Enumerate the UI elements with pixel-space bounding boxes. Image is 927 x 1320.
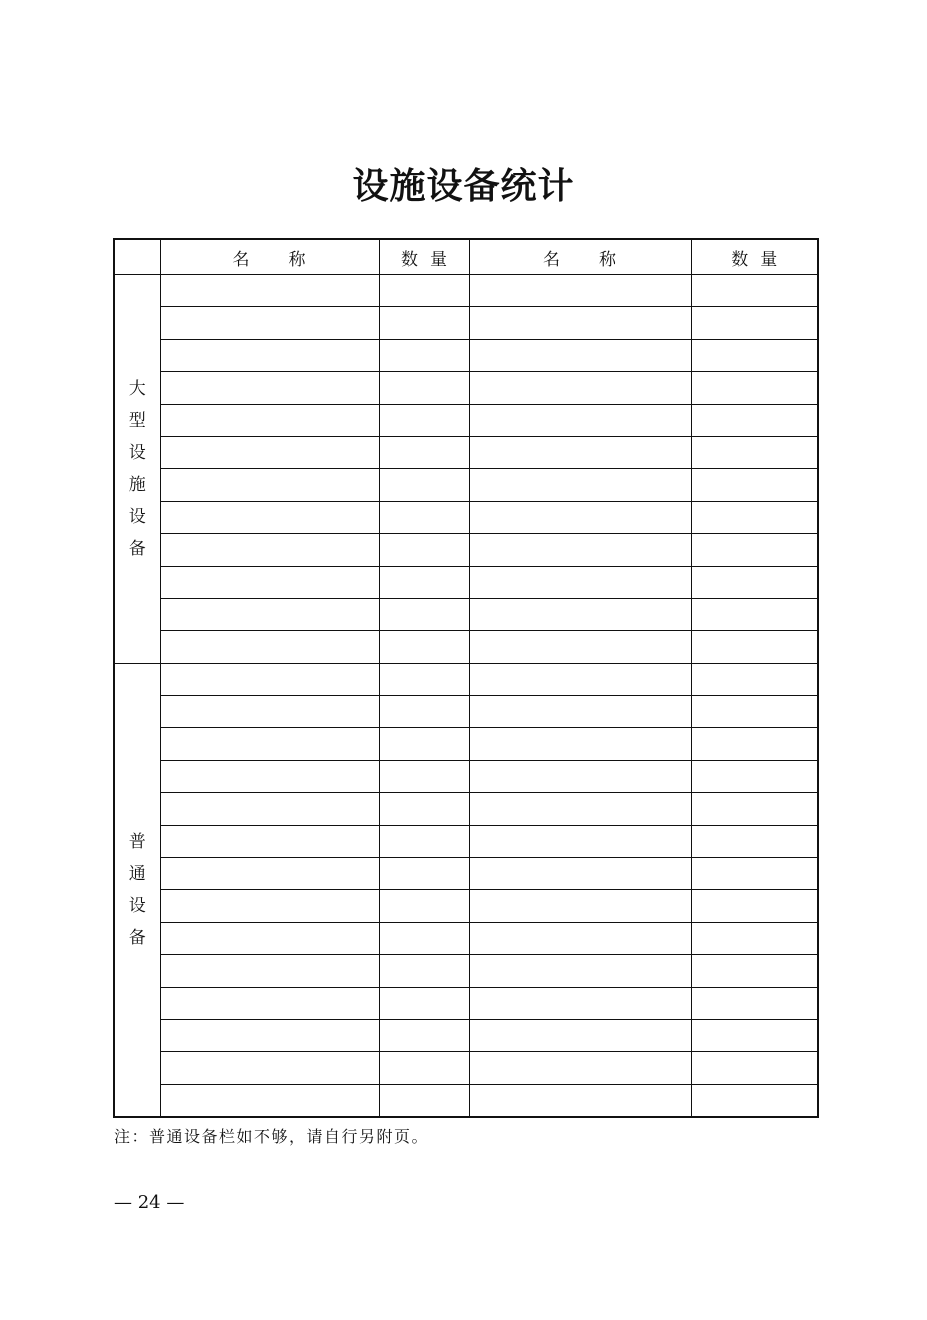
table-row — [114, 955, 818, 987]
name-cell[interactable] — [160, 404, 379, 436]
table-row — [114, 922, 818, 954]
quantity-cell[interactable] — [691, 922, 818, 954]
quantity-cell[interactable] — [691, 404, 818, 436]
name-cell[interactable] — [469, 663, 691, 695]
group-label-char: 设 — [128, 442, 146, 463]
name-cell[interactable] — [160, 987, 379, 1019]
quantity-cell[interactable] — [691, 728, 818, 760]
table-row — [114, 1019, 818, 1051]
table-row — [114, 631, 818, 663]
quantity-cell[interactable] — [691, 501, 818, 533]
header-name-char-1: 名 — [232, 249, 251, 270]
name-cell[interactable] — [160, 339, 379, 371]
header-name-char-2: 称 — [599, 249, 617, 270]
name-cell[interactable] — [160, 275, 379, 307]
name-cell[interactable] — [469, 275, 691, 307]
name-cell[interactable] — [469, 436, 691, 468]
name-cell[interactable] — [160, 469, 379, 501]
table-row — [114, 598, 818, 630]
name-cell[interactable] — [469, 566, 691, 598]
header-qty-char-1: 数 — [731, 249, 749, 270]
quantity-cell[interactable] — [691, 955, 818, 987]
header-name-char-1: 名 — [543, 249, 561, 270]
table-row — [114, 1052, 818, 1084]
quantity-cell[interactable] — [379, 275, 469, 307]
header-qty-char-1: 数 — [401, 249, 418, 270]
group-label-char: 备 — [128, 927, 146, 948]
table-row — [114, 469, 818, 501]
quantity-cell[interactable] — [691, 987, 818, 1019]
name-cell[interactable] — [160, 760, 379, 792]
table-row — [114, 987, 818, 1019]
quantity-cell[interactable] — [691, 339, 818, 371]
quantity-cell[interactable] — [691, 890, 818, 922]
quantity-cell[interactable] — [379, 404, 469, 436]
group-label-char: 通 — [128, 863, 146, 884]
quantity-cell[interactable] — [691, 825, 818, 857]
quantity-cell[interactable] — [691, 307, 818, 339]
header-name-char-2: 称 — [288, 249, 307, 270]
name-cell[interactable] — [160, 307, 379, 339]
name-cell[interactable] — [469, 404, 691, 436]
name-cell[interactable] — [469, 825, 691, 857]
name-cell[interactable] — [160, 372, 379, 404]
quantity-cell[interactable] — [379, 534, 469, 566]
header-qty-char-2: 量 — [430, 249, 447, 270]
name-cell[interactable] — [469, 922, 691, 954]
name-cell[interactable] — [469, 1019, 691, 1051]
quantity-cell[interactable] — [379, 1052, 469, 1084]
name-cell[interactable] — [160, 922, 379, 954]
name-cell[interactable] — [160, 825, 379, 857]
table-row — [114, 858, 818, 890]
group-label-large-equipment — [114, 275, 160, 664]
header-quantity-left — [379, 239, 469, 275]
page-number: — 24 — — [114, 1192, 185, 1213]
header-name-right — [469, 239, 691, 275]
name-cell[interactable] — [469, 372, 691, 404]
name-cell[interactable] — [160, 1084, 379, 1117]
equipment-table — [113, 238, 819, 1118]
table-row — [114, 275, 818, 307]
quantity-cell[interactable] — [379, 696, 469, 728]
table-row — [114, 760, 818, 792]
table-row — [114, 890, 818, 922]
quantity-cell[interactable] — [379, 987, 469, 1019]
table-row — [114, 663, 818, 695]
quantity-cell[interactable] — [691, 760, 818, 792]
name-cell[interactable] — [469, 534, 691, 566]
quantity-cell[interactable] — [379, 436, 469, 468]
name-cell[interactable] — [469, 631, 691, 663]
name-cell[interactable] — [160, 436, 379, 468]
quantity-cell[interactable] — [691, 858, 818, 890]
quantity-cell[interactable] — [691, 793, 818, 825]
name-cell[interactable] — [160, 858, 379, 890]
header-quantity-right — [691, 239, 818, 275]
quantity-cell[interactable] — [379, 760, 469, 792]
quantity-cell[interactable] — [379, 372, 469, 404]
name-cell[interactable] — [469, 987, 691, 1019]
quantity-cell[interactable] — [379, 890, 469, 922]
group-label-char: 普 — [128, 831, 146, 852]
quantity-cell[interactable] — [379, 858, 469, 890]
table-row — [114, 307, 818, 339]
table-row — [114, 436, 818, 468]
name-cell[interactable] — [160, 1019, 379, 1051]
name-cell[interactable] — [160, 566, 379, 598]
name-cell[interactable] — [469, 696, 691, 728]
quantity-cell[interactable] — [691, 1052, 818, 1084]
quantity-cell[interactable] — [379, 728, 469, 760]
table-row — [114, 1084, 818, 1117]
quantity-cell[interactable] — [379, 1084, 469, 1117]
quantity-cell[interactable] — [691, 631, 818, 663]
name-cell[interactable] — [469, 1084, 691, 1117]
quantity-cell[interactable] — [691, 534, 818, 566]
quantity-cell[interactable] — [379, 793, 469, 825]
name-cell[interactable] — [469, 793, 691, 825]
table-row — [114, 566, 818, 598]
quantity-cell[interactable] — [379, 566, 469, 598]
name-cell[interactable] — [469, 858, 691, 890]
table-row — [114, 339, 818, 371]
name-cell[interactable] — [160, 890, 379, 922]
name-cell[interactable] — [469, 307, 691, 339]
group-label-general-equipment — [114, 663, 160, 1117]
quantity-cell[interactable] — [691, 372, 818, 404]
table-row — [114, 728, 818, 760]
quantity-cell[interactable] — [691, 436, 818, 468]
name-cell[interactable] — [160, 793, 379, 825]
name-cell[interactable] — [469, 955, 691, 987]
quantity-cell[interactable] — [691, 1019, 818, 1051]
page-title: 设施设备统计 — [352, 166, 575, 207]
name-cell[interactable] — [160, 598, 379, 630]
name-cell[interactable] — [469, 501, 691, 533]
quantity-cell[interactable] — [691, 1084, 818, 1117]
table-body — [114, 275, 818, 1118]
name-cell[interactable] — [469, 469, 691, 501]
name-cell[interactable] — [469, 728, 691, 760]
quantity-cell[interactable] — [379, 663, 469, 695]
quantity-cell[interactable] — [691, 566, 818, 598]
quantity-cell[interactable] — [379, 598, 469, 630]
name-cell[interactable] — [160, 663, 379, 695]
name-cell[interactable] — [160, 955, 379, 987]
quantity-cell[interactable] — [379, 631, 469, 663]
table-row — [114, 372, 818, 404]
table-row — [114, 534, 818, 566]
quantity-cell[interactable] — [379, 1019, 469, 1051]
header-qty-char-2: 量 — [760, 249, 778, 270]
group-label-char: 型 — [128, 410, 146, 431]
name-cell[interactable] — [160, 728, 379, 760]
table-row — [114, 404, 818, 436]
table-row — [114, 501, 818, 533]
table-row — [114, 793, 818, 825]
quantity-cell[interactable] — [379, 501, 469, 533]
name-cell[interactable] — [469, 598, 691, 630]
name-cell[interactable] — [469, 1052, 691, 1084]
quantity-cell[interactable] — [379, 307, 469, 339]
quantity-cell[interactable] — [691, 469, 818, 501]
group-label-char: 设 — [128, 506, 146, 527]
quantity-cell[interactable] — [691, 598, 818, 630]
group-label-char: 施 — [128, 474, 146, 495]
quantity-cell[interactable] — [379, 955, 469, 987]
name-cell[interactable] — [469, 760, 691, 792]
name-cell[interactable] — [160, 534, 379, 566]
table-row — [114, 696, 818, 728]
quantity-cell[interactable] — [379, 469, 469, 501]
table-header-row — [114, 239, 818, 275]
quantity-cell[interactable] — [691, 275, 818, 307]
name-cell[interactable] — [160, 696, 379, 728]
name-cell[interactable] — [160, 631, 379, 663]
group-label-char: 大 — [128, 378, 146, 399]
group-label-char: 设 — [128, 895, 146, 916]
name-cell[interactable] — [160, 501, 379, 533]
footnote: 注：普通设备栏如不够，请自行另附页。 — [114, 1127, 430, 1146]
header-name-left — [160, 239, 379, 275]
header-corner-cell — [114, 239, 160, 275]
name-cell[interactable] — [469, 890, 691, 922]
quantity-cell[interactable] — [379, 922, 469, 954]
quantity-cell[interactable] — [379, 825, 469, 857]
name-cell[interactable] — [160, 1052, 379, 1084]
name-cell[interactable] — [469, 339, 691, 371]
quantity-cell[interactable] — [691, 696, 818, 728]
quantity-cell[interactable] — [691, 663, 818, 695]
quantity-cell[interactable] — [379, 339, 469, 371]
group-label-char: 备 — [128, 538, 146, 559]
table-row — [114, 825, 818, 857]
